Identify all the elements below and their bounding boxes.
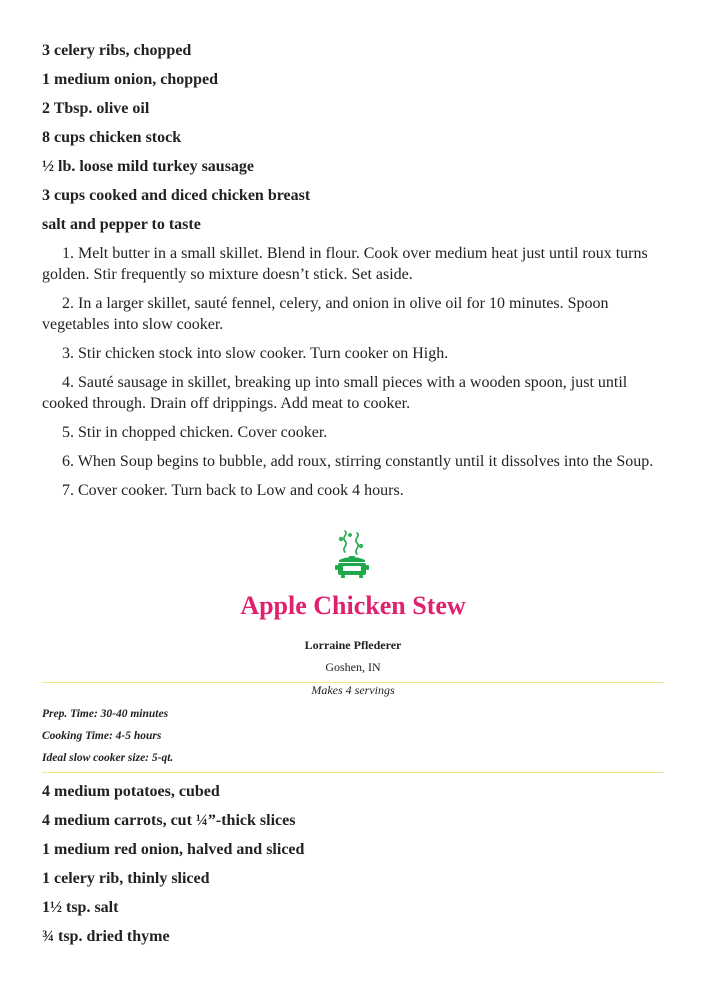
slow-cooker-icon xyxy=(335,530,369,580)
recipe-title: Apple Chicken Stew xyxy=(240,591,466,620)
ingredient-item: 3 cups cooked and diced chicken breast xyxy=(42,187,311,204)
ingredient-item: 3 celery ribs, chopped xyxy=(42,42,192,59)
instruction-step: 3. Stir chicken stock into slow cooker. Turn cooker on High. xyxy=(62,345,449,362)
ingredient-item: 2 Tbsp. olive oil xyxy=(42,100,150,117)
ingredient-list-top xyxy=(42,36,664,239)
ingredient-item: salt and pepper to taste xyxy=(42,216,201,233)
instruction-step: 4. Sauté sausage in skillet, breaking up into small pieces with a wooden spoon, just until cooked through. Drain off drippings. Add meat to cooker. xyxy=(42,374,628,412)
ingredient-item: ¾ tsp. dried thyme xyxy=(42,928,170,945)
ingredient-item: 4 medium potatoes, cubed xyxy=(42,783,220,800)
recipe-meta xyxy=(42,703,664,769)
instruction-step: 7. Cover cooker. Turn back to Low and cook 4 hours. xyxy=(62,482,404,499)
instruction-step: 5. Stir in chopped chicken. Cover cooker. xyxy=(62,424,328,441)
ingredient-list-bottom xyxy=(42,777,664,951)
cooking-time: Cooking Time: 4-5 hours xyxy=(42,730,162,742)
instruction-step: 6. When Soup begins to bubble, add roux, stirring constantly until it dissolves into the Soup. xyxy=(62,453,654,470)
instruction-step: 1. Melt butter in a small skillet. Blend in flour. Cook over medium heat just until roux turns golden. Stir frequently so mixture doesn’t stick. Set aside. xyxy=(42,245,648,283)
ingredient-item: 1 celery rib, thinly sliced xyxy=(42,870,210,887)
ingredient-item: ½ lb. loose mild turkey sausage xyxy=(42,158,255,175)
cooker-size: Ideal slow cooker size: 5-qt. xyxy=(42,752,174,764)
ingredient-item: 1 medium onion, chopped xyxy=(42,71,219,88)
recipe-author: Lorraine Pflederer xyxy=(304,638,402,652)
divider xyxy=(42,772,664,773)
ingredient-item: 4 medium carrots, cut ¼”-thick slices xyxy=(42,812,296,829)
recipe-location: Goshen, IN xyxy=(325,660,381,674)
instruction-step: 2. In a larger skillet, sauté fennel, celery, and onion in olive oil for 10 minutes. Spoon vegetables into slow cooker. xyxy=(42,295,609,333)
ingredient-item: 1 medium red onion, halved and sliced xyxy=(42,841,305,858)
prep-time: Prep. Time: 30-40 minutes xyxy=(42,708,169,720)
ingredient-item: 8 cups chicken stock xyxy=(42,129,182,146)
recipe-servings: Makes 4 servings xyxy=(311,683,395,697)
instruction-steps xyxy=(42,243,664,509)
ingredient-item: 1½ tsp. salt xyxy=(42,899,119,916)
